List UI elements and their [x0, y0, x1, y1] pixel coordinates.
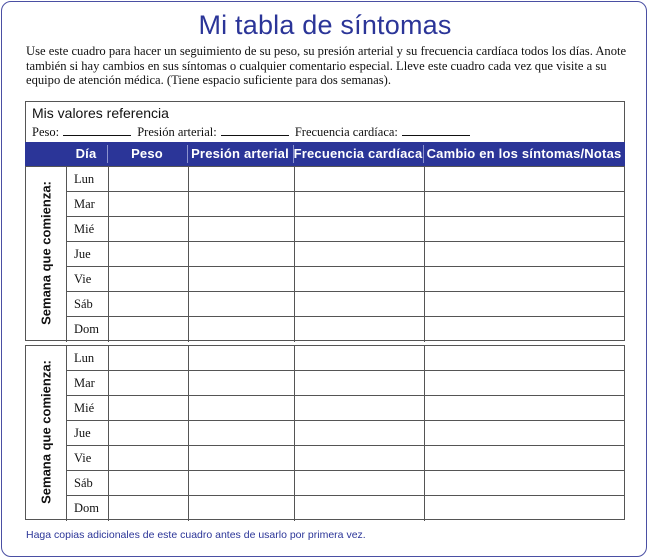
day-cell: Mié: [66, 217, 108, 242]
table-row: [66, 496, 624, 521]
table-row: [66, 267, 624, 292]
reference-values-fields: [32, 125, 473, 140]
blood-pressure-cell[interactable]: [188, 317, 294, 342]
notes-cell[interactable]: [424, 396, 624, 421]
blood-pressure-cell[interactable]: [188, 192, 294, 217]
weight-cell[interactable]: [108, 346, 188, 371]
pressure-label: Presión arterial:: [137, 125, 217, 139]
week-block-2: [25, 345, 625, 520]
pressure-blank[interactable]: [221, 125, 289, 136]
heart-rate-label: Frecuencia cardíaca:: [294, 125, 398, 139]
footer-note: Haga copias adicionales de este cuadro antes de usarlo por primera vez.: [26, 529, 366, 541]
heart-rate-cell[interactable]: [294, 167, 424, 192]
notes-cell[interactable]: [424, 267, 624, 292]
column-header-notes: Cambio en los síntomas/Notas: [426, 146, 622, 161]
day-cell: Sáb: [66, 471, 108, 496]
heart-rate-cell[interactable]: [294, 346, 424, 371]
notes-cell[interactable]: [424, 292, 624, 317]
day-cell: Sáb: [66, 292, 108, 317]
heart-rate-cell[interactable]: [294, 317, 424, 342]
notes-cell[interactable]: [424, 371, 624, 396]
weight-cell[interactable]: [108, 192, 188, 217]
blood-pressure-cell[interactable]: [188, 217, 294, 242]
notes-cell[interactable]: [424, 317, 624, 342]
heart-rate-cell[interactable]: [294, 446, 424, 471]
table-row: [66, 421, 624, 446]
day-cell: Mar: [66, 192, 108, 217]
notes-cell[interactable]: [424, 217, 624, 242]
week-start-text: Semana que comienza:: [38, 181, 54, 325]
blood-pressure-cell[interactable]: [188, 292, 294, 317]
weight-cell[interactable]: [108, 396, 188, 421]
heart-rate-cell[interactable]: [294, 217, 424, 242]
heart-rate-cell[interactable]: [294, 471, 424, 496]
heart-rate-cell[interactable]: [294, 371, 424, 396]
notes-cell[interactable]: [424, 471, 624, 496]
table-row: [66, 471, 624, 496]
heart-rate-cell[interactable]: [294, 421, 424, 446]
table-row: [66, 317, 624, 342]
table-header: [25, 142, 625, 166]
blood-pressure-cell[interactable]: [188, 446, 294, 471]
day-cell: Jue: [66, 421, 108, 446]
weight-cell[interactable]: [108, 446, 188, 471]
notes-cell[interactable]: [424, 192, 624, 217]
table-row: [66, 446, 624, 471]
blood-pressure-cell[interactable]: [188, 167, 294, 192]
blood-pressure-cell[interactable]: [188, 346, 294, 371]
week-start-label: [26, 167, 66, 340]
blood-pressure-cell[interactable]: [188, 371, 294, 396]
blood-pressure-cell[interactable]: [188, 267, 294, 292]
blood-pressure-cell[interactable]: [188, 396, 294, 421]
day-cell: Jue: [66, 242, 108, 267]
heart-rate-cell[interactable]: [294, 242, 424, 267]
column-header-heart-rate: Frecuencia cardíaca: [293, 146, 423, 161]
weight-cell[interactable]: [108, 292, 188, 317]
week-block-1: [25, 166, 625, 341]
notes-cell[interactable]: [424, 446, 624, 471]
intro-text: Use este cuadro para hacer un seguimiento de su peso, su presión arterial y su frecuencia cardíaca todos los días. Anote también si hay cambios en sus síntomas o cualquier comentario especial. Lleve este cuadro cada vez que visite a su equipo de atención médica. (Tiene espacio suficiente para dos semanas).: [26, 44, 627, 88]
weight-cell[interactable]: [108, 167, 188, 192]
notes-cell[interactable]: [424, 496, 624, 521]
column-header-weight: Peso: [131, 146, 163, 161]
weight-cell[interactable]: [108, 317, 188, 342]
notes-cell[interactable]: [424, 242, 624, 267]
reference-values-title: Mis valores referencia: [32, 105, 169, 121]
table-row: [66, 292, 624, 317]
page-title: Mi tabla de síntomas: [198, 10, 452, 40]
blood-pressure-cell[interactable]: [188, 421, 294, 446]
notes-cell[interactable]: [424, 346, 624, 371]
blood-pressure-cell[interactable]: [188, 471, 294, 496]
weight-cell[interactable]: [108, 242, 188, 267]
heart-rate-blank[interactable]: [402, 125, 470, 136]
table-row: [66, 242, 624, 267]
weight-cell[interactable]: [108, 217, 188, 242]
column-header-blood-pressure: Presión arterial: [191, 146, 289, 161]
day-cell: Lun: [66, 167, 108, 192]
blood-pressure-cell[interactable]: [188, 496, 294, 521]
blood-pressure-cell[interactable]: [188, 242, 294, 267]
weight-label: Peso:: [32, 125, 60, 139]
day-cell: Mié: [66, 396, 108, 421]
notes-cell[interactable]: [424, 167, 624, 192]
heart-rate-cell[interactable]: [294, 496, 424, 521]
weight-cell[interactable]: [108, 421, 188, 446]
heart-rate-cell[interactable]: [294, 292, 424, 317]
day-cell: Mar: [66, 371, 108, 396]
day-cell: Vie: [66, 446, 108, 471]
weight-cell[interactable]: [108, 267, 188, 292]
weight-cell[interactable]: [108, 496, 188, 521]
weight-cell[interactable]: [108, 371, 188, 396]
week-start-text: Semana que comienza:: [38, 360, 54, 504]
table-row: [66, 346, 624, 371]
notes-cell[interactable]: [424, 421, 624, 446]
day-cell: Dom: [66, 317, 108, 342]
week-start-label: [26, 346, 66, 519]
weight-cell[interactable]: [108, 471, 188, 496]
day-cell: Dom: [66, 496, 108, 521]
reference-values-box: [25, 101, 625, 142]
table-row: [66, 217, 624, 242]
weight-blank[interactable]: [63, 125, 131, 136]
day-cell: Lun: [66, 346, 108, 371]
table-row: [66, 167, 624, 192]
column-header-day: Día: [75, 146, 97, 161]
table-row: [66, 371, 624, 396]
table-row: [66, 396, 624, 421]
heart-rate-cell[interactable]: [294, 396, 424, 421]
table-row: [66, 192, 624, 217]
heart-rate-cell[interactable]: [294, 192, 424, 217]
heart-rate-cell[interactable]: [294, 267, 424, 292]
day-cell: Vie: [66, 267, 108, 292]
